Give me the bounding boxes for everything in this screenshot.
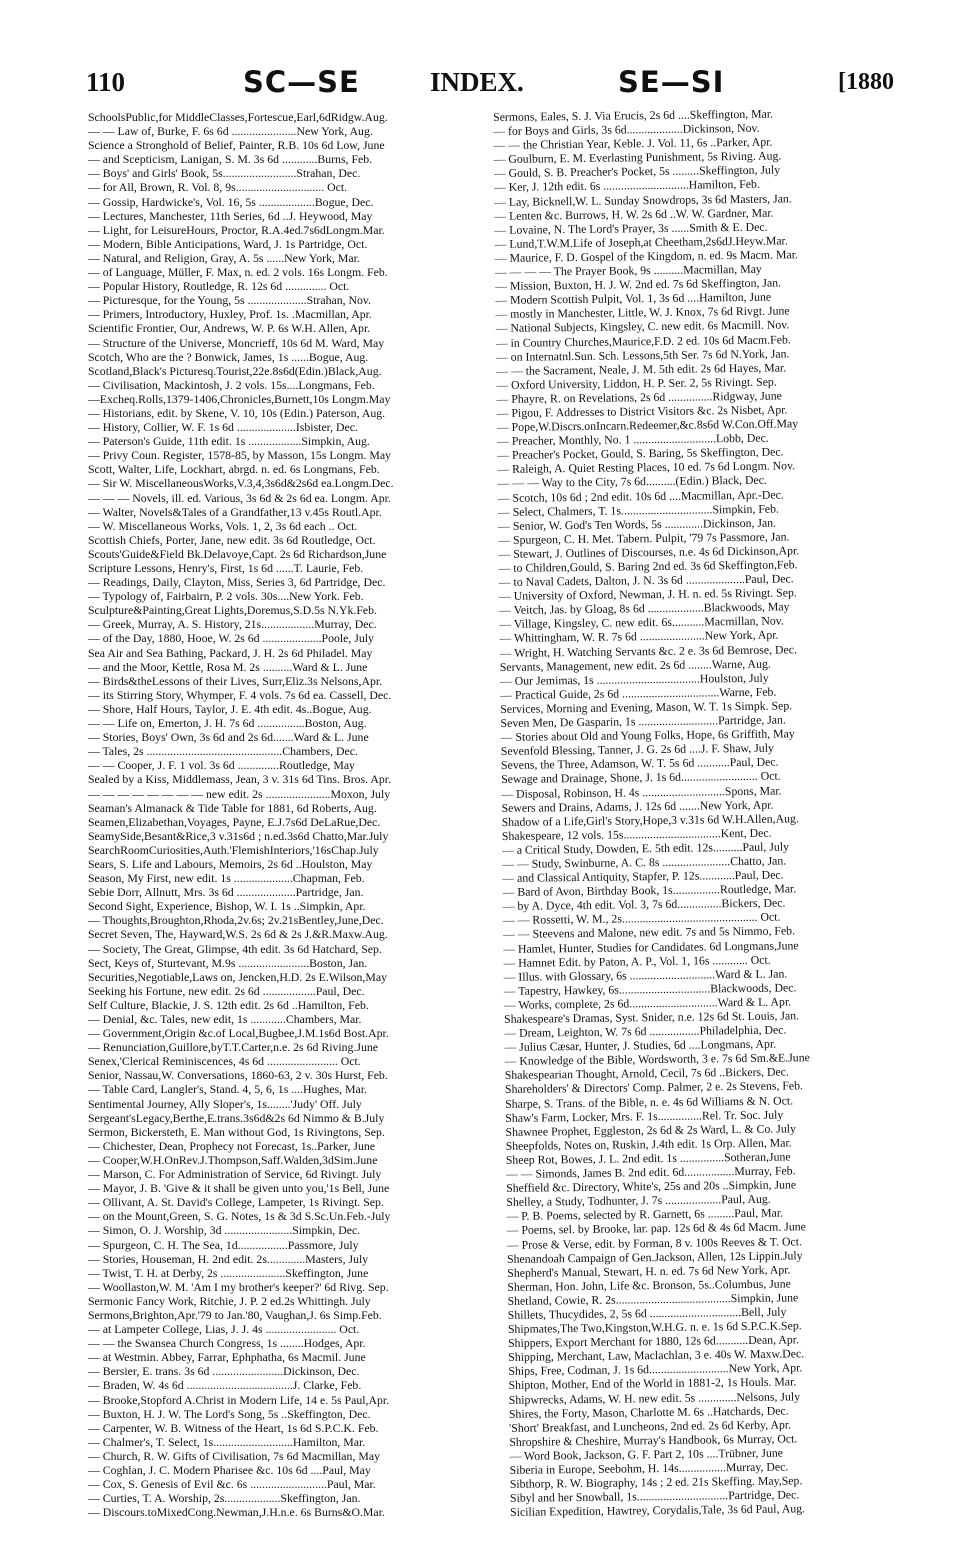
- index-entry: Shakespeare, 12 vols. 15s.................................Kent, Dec.: [501, 825, 772, 843]
- index-entry: — — Law of, Burke, F. 6s 6d ......................New York, Aug.: [88, 124, 373, 139]
- range-right: SE—SI: [618, 65, 725, 99]
- index-entry: — Paterson's Guide, 11th edit. 1s ..................Simpkin, Aug.: [88, 434, 370, 449]
- index-entry: — Hamnet Edit. by Paton, A. P., Vol. 1, 16s ............ Oct.: [503, 952, 771, 970]
- index-entry: — — the Christian Year, Keble. J. Vol. 11, 6s ..Parker, Apr.: [493, 134, 773, 153]
- index-entry: Sect, Keys of, Sturtevant, M.9s ........................Boston, Jan.: [88, 955, 368, 970]
- index-entry: — Knowledge of the Bible, Wordsworth, 3 e. 7s 6d Sm.&E.June: [504, 1050, 810, 1069]
- index-entry: Shakespearian Thought, Arnold, Cecil, 7s 6d ..Bickers, Dec.: [504, 1064, 790, 1083]
- index-entry: Scott, Walter, Life, Lockhart, abrgd. n. ed. 6s Longmans, Feb.: [88, 462, 380, 477]
- index-entry: Sharpe, S. Trans. of the Bible, n. e. 4s 6d Williams & N. Oct.: [505, 1092, 794, 1111]
- index-entry: Shaw's Farm, Locker, Mrs. F. 1s...............Rel. Tr. Soc. July: [505, 1107, 784, 1125]
- index-entry: — Disposal, Robinson, H. 4s ............................Spons, Mar.: [501, 783, 782, 801]
- index-entry: — Light, for LeisureHours, Proctor, R.A.4ed.7s6dLongm.Mar.: [88, 222, 385, 237]
- index-entry: Science a Stronghold of Belief, Painter, R.B. 10s 6d Low, June: [88, 138, 385, 153]
- index-entry: — Thoughts,Broughton,Rhoda,2v.6s; 2v.21sBentley,June,Dec.: [88, 913, 384, 928]
- index-entry: — Lay, Bicknell,W. L. Sunday Snowdrops, 3s 6d Masters, Jan.: [494, 190, 792, 209]
- index-entry: — Mission, Buxton, H. J. W. 2nd ed. 7s 6d Skeffington, Jan.: [495, 275, 782, 294]
- index-entry: — Government,Origin &c.of Local,Bugbee,J.M.1s6d Bost.Apr.: [88, 1026, 389, 1041]
- index-entry: Senex,'Clerical Reminiscences, 4s 6d ........................ Oct.: [88, 1054, 361, 1069]
- index-entry: Sheffield &c. Directory, White's, 25s and 20s ..Simpkin, June: [506, 1177, 797, 1196]
- index-entry: — for All, Brown, R. Vol. 8, 9s.............................. Oct.: [88, 180, 348, 195]
- index-entry: Season, My First, new edit. 1s ....................Chapman, Feb.: [88, 871, 365, 886]
- index-entry: Seven Men, De Gasparin, 1s ...........................Partridge, Jan.: [500, 712, 786, 730]
- index-entry: — Stories, Boys' Own, 3s 6d and 2s 6d.......Ward & L. June: [88, 730, 369, 745]
- index-entry: — Pigou, F. Addresses to District Visitors &c. 2s Nisbet, Apr.: [496, 402, 788, 420]
- index-entry: — Natural, and Religion, Gray, A. 5s ......New York, Mar.: [88, 250, 360, 265]
- index-entry: — Phayre, R. on Revelations, 2s 6d ...............Ridgway, June: [496, 388, 782, 406]
- index-entry: — on Internatnl.Sun. Sch. Lessons,5th Ser. 7s 6d N.York, Jan.: [495, 345, 790, 364]
- index-entry: — Stories, Houseman, H. 2nd edit. 2s.............Masters, July: [88, 1251, 369, 1266]
- index-entry: — and Scepticism, Lanigan, S. M. 3s 6d ............Burns, Feb.: [88, 152, 373, 167]
- index-entry: — Hamlet, Hunter, Studies for Candidates. 6d Longmans,June: [503, 937, 799, 956]
- index-entry: — Woollaston,W. M. 'Am I my brother's keeper?' 6d Rivg. Sep.: [88, 1279, 389, 1294]
- index-entry: — Birds&theLessons of their Lives, Surr,Eliz.3s Nelsons,Apr.: [88, 673, 383, 688]
- index-entry: Shipwrecks, Adams, W. H. new edit. 5s .............Nelsons, July: [508, 1388, 801, 1407]
- index-entry: — Twist, T. H. at Derby, 2s ......................Skeffington, June: [88, 1265, 369, 1280]
- index-entry: — Lovaine, N. The Lord's Prayer, 3s ......Smith & E. Dec.: [494, 219, 768, 237]
- index-entry: — Denial, &c. Tales, new edit, 1s ............Chambers, Mar.: [88, 1012, 362, 1026]
- index-entry: — Modern Scottish Pulpit, Vol. 1, 3s 6d ....Hamilton, June: [495, 289, 772, 308]
- index-entry: — Readings, Daily, Clayton, Miss, Series 3, 6d Partridge, Dec.: [88, 575, 386, 590]
- index-entry: — Raleigh, A. Quiet Resting Places, 10 ed. 7s 6d Longm. Nov.: [497, 458, 796, 477]
- index-entry: — Oxford University, Liddon, H. P. Ser. 2, 5s Rivingt. Sep.: [496, 374, 777, 392]
- index-entry: Shippers, Export Merchant for 1880, 12s 6d...........Dean, Apr.: [507, 1332, 800, 1351]
- index-entry: — Coghlan, J. C. Modern Pharisee &c. 10s 6d ....Paul, May: [88, 1463, 371, 1477]
- index-entry: Shakespeare's Dramas, Syst. Snider, n.e. 12s 6d St. Louis, Jan.: [504, 1008, 800, 1026]
- index-entry: — W. Miscellaneous Works, Vols. 1, 2, 3s 6d each .. Oct.: [88, 518, 358, 533]
- index-entry: Sculpture&Painting,Great Lights,Doremus,S.D.5s N.Yk.Feb.: [88, 603, 378, 618]
- index-entry: — Table Card, Langler's, Stand. 4, 5, 6, 1s ....Hughes, Mar.: [88, 1082, 367, 1097]
- index-entry: — Illus. with Glossary, 6s .............................Ward & L. Jan.: [503, 966, 788, 984]
- index-entry: — — — Way to the City, 7s 6d..........(Edin.) Black, Dec.: [497, 473, 767, 491]
- index-entry: Sheep Rot, Bowes, J. L. 2nd edit. 1s ...............Sotheran,June: [505, 1149, 791, 1167]
- index-entry: — for Boys and Girls, 3s 6d...................Dickinson, Nov.: [493, 120, 760, 139]
- index-entry: Scientific Frontier, Our, Andrews, W. P. 6s W.H. Allen, Apr.: [88, 321, 371, 336]
- index-entry: — Scotch, 10s 6d ; 2nd edit. 10s 6d ....Macmillan, Apr.-Dec.: [497, 487, 784, 505]
- index-entry: — — — Novels, ill. ed. Various, 3s 6d & 2s 6d ea. Longm. Apr.: [88, 490, 391, 505]
- index-entry: — Cox, S. Genesis of Evil &c. 6s ..........................Paul, Mar.: [88, 1477, 376, 1492]
- index-entry: — Renunciation,Guillore,byT.T.Carter,n.e. 2s 6d Riving.June: [88, 1040, 379, 1055]
- index-entry: — Dream, Leighton, W. 7s 6d .................Philadelphia, Dec.: [504, 1022, 787, 1041]
- index-entry: — Goulburn, E. M. Everlasting Punishment, 5s Riving. Aug.: [493, 148, 782, 167]
- index-entry: Services, Morning and Evening, Mason, W. T. 1s Simpk. Sep.: [500, 698, 793, 716]
- range-left: SC—SE: [243, 65, 360, 99]
- index-entry: — in Country Churches,Maurice,F.D. 2 ed. 10s 6d Macm.Feb.: [495, 331, 791, 350]
- index-entry: — Simon, O. J. Worship, 3d .......................Simpkin, Dec.: [88, 1223, 361, 1238]
- index-entry: Sewage and Drainage, Shone, J. 1s 6d.......................... Oct.: [501, 768, 781, 787]
- index-entry: Shelley, a Study, Todhunter, J. 7s ...................Paul, Aug.: [506, 1191, 771, 1210]
- index-entry: — Our Jemimas, 1s ...................................Houlston, July: [499, 670, 769, 688]
- index-entry: — Sir W. MiscellaneousWorks,V.3,4,3s6d&2s6d ea.Longm.Dec.: [88, 476, 394, 491]
- index-entry: — its Stirring Story, Whymper, F. 4 vols. 7s 6d ea. Cassell, Dec.: [88, 687, 392, 702]
- index-entry: — — Rossetti, W. M., 2s.............................................. Oct.: [502, 909, 781, 928]
- index-entry: Scripture Lessons, Henry's, First, 1s 6d ......T. Laurie, Feb.: [88, 561, 364, 575]
- page-number: 110: [86, 67, 126, 97]
- index-entry: Sicilian Expedition, Hawtrey, Corydalis,Tale, 3s 6d Paul, Aug.: [510, 1501, 806, 1520]
- index-entry: — — — — The Prayer Book, 9s ..........Macmillan, May: [494, 261, 762, 280]
- index-entry: — Whittingham, W. R. 7s 6d ......................New York, Apr.: [499, 628, 779, 646]
- index-entry: — on the Mount,Green, S. G. Notes, 1s & 3d S.Sc.Un.Feb.-July: [88, 1209, 391, 1224]
- year: [1880: [838, 69, 894, 95]
- index-entry: — — Life on, Emerton, J. H. 7s 6d ................Boston, Aug.: [88, 716, 367, 731]
- index-entry: Shipton, Mother, End of the World in 1881-2, 1s Houls. Mar.: [508, 1374, 797, 1393]
- index-entry: — Maurice, F. D. Gospel of the Kingdom, n. ed. 9s Macm. Mar.: [494, 247, 798, 265]
- index-entry: Scouts'Guide&Field Bk.Delavoye,Capt. 2s 6d Richardson,June: [88, 546, 387, 561]
- index-entry: Sermonic Fancy Work, Ritchie, J. P. 2 ed.2s Whittingh. July: [88, 1293, 371, 1308]
- index-entry: — Marson, C. For Administration of Service, 6d Rivingt. July: [88, 1167, 382, 1182]
- index-entry: — Curties, T. A. Worship, 2s...................Skeffington, Jan.: [88, 1491, 361, 1506]
- index-entry: Sebie Dorr, Allnutt, Mrs. 3s 6d ....................Partridge, Jan.: [88, 885, 364, 900]
- index-entry: Sealed by a Kiss, Middlemass, Jean, 3 v. 31s 6d Tins. Bros. Apr.: [88, 772, 392, 787]
- index-entry: Shetland, Cowie, R. 2s.......................................Simpkin, June: [507, 1290, 799, 1308]
- index-entry: — Picturesque, for the Young, 5s ....................Strahan, Nov.: [88, 293, 371, 308]
- index-entry: — Society, The Great, Glimpse, 4th edit. 3s 6d Hatchard, Sep.: [88, 941, 382, 956]
- index-entry: Senior, Nassau,W. Conversations, 1860-63, 2 v. 30s Hurst, Feb.: [88, 1068, 388, 1083]
- index-entry: Servants, Management, new edit. 2s 6d ........Warne, Aug.: [499, 656, 771, 674]
- index-entry: — — the Sacrament, Neale, J. M. 5th edit. 2s 6d Hayes, Mar.: [496, 360, 787, 378]
- index-entry: Securities,Negotiable,Laws on, Jencken,H.D. 2s E.Wilson,May: [88, 969, 387, 984]
- index-entry: Sibthorp, R. W. Biography, 14s ; 2 ed. 21s Skeffing. May,Sep.: [509, 1473, 803, 1491]
- page-header: [0, 62, 957, 102]
- index-entry: — — Cooper, J. F. 1 vol. 3s 6d ..............Routledge, May: [88, 758, 355, 773]
- index-entry: — Shore, Half Hours, Taylor, J. E. 4th edit. 4s..Bogue, Aug.: [88, 701, 372, 716]
- index-entry: Sermons,Brighton,Apr.'79 to Jan.'80, Vaughan,J. 6s Simp.Feb.: [88, 1307, 382, 1322]
- index-entry: Shipmates,The Two,Kingston,W.H.G. n. e. 1s 6d S.P.C.K.Sep.: [507, 1318, 802, 1336]
- index-entry: — at Westmin. Abbey, Farrar, Ephphatha, 6s Macmil. June: [88, 1350, 366, 1365]
- index-entry: — Gould, S. B. Preacher's Pocket, 5s .........Skeffington, July: [493, 162, 781, 181]
- index-entry: — Church, R. W. Gifts of Civilisation, 7s 6d Macmillan, May: [88, 1448, 380, 1463]
- index-entry: — Stories about Old and Young Folks, Hope, 6s Griffith, May: [500, 726, 795, 745]
- index-entry: Sentimental Journey, Ally Sloper's, 1s........'Judy' Off. July: [88, 1096, 362, 1111]
- index-entry: — and the Moor, Kettle, Rosa M. 2s ..........Ward & L. June: [88, 659, 368, 674]
- index-entry: Shareholders' & Directors' Comp. Palmer, 2 e. 2s Stevens, Feb.: [504, 1078, 804, 1097]
- index-entry: — Walter, Novels&Tales of a Grandfather,13 v.45s Routl.Apr.: [88, 504, 382, 519]
- index-entry: — Spurgeon, C. H. Met. Tabern. Pulpit, '79 7s Passmore, Jan.: [498, 529, 790, 547]
- index-entry: — Bersier, E. trans. 3s 6d ........................Dickinson, Dec.: [88, 1364, 360, 1379]
- index-entry: — — Steevens and Malone, new edit. 7s and 5s Nimmo, Feb.: [502, 923, 796, 942]
- index-entry: Shipping, Merchant, Law, Maclachlan, 3 e. 40s W. Maxw.Dec.: [508, 1346, 805, 1365]
- index-entry: Sears, S. Life and Labours, Memoirs, 2s 6d ..Houlston, May: [88, 856, 373, 871]
- index-entry: — Word Book, Jackson, G. F. Part 2, 10s ....Trübner, June: [509, 1445, 784, 1463]
- index-entry: — Chalmer's, T. Select, 1s...........................Hamilton, Mar.: [88, 1434, 366, 1449]
- index-entry: Scotch, Who are the ? Bonwick, James, 1s ......Bogue, Aug.: [88, 349, 369, 364]
- index-entry: — P. B. Poems, selected by R. Garnett, 6s .........Paul, Mar.: [506, 1205, 784, 1224]
- index-entry: — National Subjects, Kingsley, C. new edit. 6s Macmill. Nov.: [495, 317, 790, 336]
- index-entry: — Chichester, Dean, Prophecy not Forecast, 1s..Parker, June: [88, 1138, 376, 1153]
- index-entry: — Works, complete, 2s 6d..............................Ward & L. Apr.: [503, 994, 792, 1012]
- index-entry: Second Sight, Experience, Bishop, W. I. 1s ..Simpkin, Apr.: [88, 899, 366, 914]
- index-entry: — Greek, Murray, A. S. History, 21s..................Murray, Dec.: [88, 617, 377, 632]
- index-entry: — Brooke,Stopford A.Christ in Modern Life, 14 e. 5s Paul,Apr.: [88, 1392, 390, 1407]
- index-entry: Ships, Free, Codman, J. 1s 6d...........................New York, Apr.: [508, 1360, 803, 1379]
- index-entry: SchoolsPublic,for MiddleClasses,Fortescue,Earl,6dRidgw.Aug.: [88, 110, 388, 124]
- index-entry: Sevens, the Three, Adamson, W. T. 5s 6d ...........Paul, Dec.: [500, 754, 779, 773]
- index-entry: SearchRoomCuriosities,Auth.'FlemishInteriors,'16sChap.July: [88, 842, 379, 857]
- index-entry: — Lectures, Manchester, 11th Series, 6d ..J. Heywood, May: [88, 208, 373, 223]
- index-entry: — Preacher, Monthly, No. 1 ............................Lobb, Dec.: [496, 430, 769, 449]
- index-entry: Seamen,Elizabethan,Voyages, Payne, E.J.7s6d DeLaRue,Dec.: [88, 814, 381, 829]
- index-entry: — to Children,Gould, S. Baring 2nd ed. 3s 6d Skeffington,Feb.: [498, 557, 798, 575]
- index-entry: — Historians, edit. by Skene, V. 10, 10s (Edin.) Paterson, Aug.: [88, 405, 386, 420]
- index-entry: Sheepfolds, Notes on, Ruskin, J.4th edit. 1s Orp. Allen, Mar.: [505, 1135, 792, 1153]
- index-entry: — mostly in Manchester, Little, W. J. Knox, 7s 6d Rivgt. June: [495, 303, 790, 322]
- left-column: [88, 110, 488, 1519]
- index-entry: — Civilisation, Mackintosh, J. 2 vols. 15s....Longmans, Feb.: [88, 377, 375, 392]
- index-entry: — Spurgeon, C. H. The Sea, 1d.................Passmore, July: [88, 1237, 359, 1252]
- index-entry: — by A. Dyce, 4th edit. Vol. 3, 7s 6d...............Bickers, Dec.: [502, 895, 786, 914]
- index-entry: Scottish Chiefs, Porter, Jane, new edit. 3s 6d Routledge, Oct.: [88, 532, 376, 547]
- index-entry: — Veitch, Jas. by Gloag, 8s 6d ...................Blackwoods, May: [499, 599, 790, 618]
- index-entry: Shawnee Prophet, Eggleston, 2s 6d & 2s Ward, L. & Co. July: [505, 1121, 797, 1139]
- index-entry: — Preacher's Pocket, Gould, S. Baring, 5s Skeffington, Dec.: [497, 444, 784, 463]
- index-entry: Shepherd's Manual, Stewart, H. n. ed. 7s 6d New York, Apr.: [507, 1262, 791, 1280]
- index-entry: SeamySide,Besant&Rice,3 v.31s6d ; n.ed.3s6d Chatto,Mar.July: [88, 828, 389, 843]
- index-entry: Shires, the Forty, Mason, Charlotte M. 6s ..Hatchards, Dec.: [508, 1403, 789, 1421]
- index-entry: — to Naval Cadets, Dalton, J. N. 3s 6d ....................Paul, Dec.: [498, 571, 794, 590]
- index-entry: — Pope,W.Discrs.onIncarn.Redeemer,&c.8s6d W.Con.Off.May: [496, 416, 799, 435]
- index-entry: Sibyl and her Snowball, 1s...............................Partridge, Dec.: [509, 1487, 800, 1506]
- index-entry: — a Critical Study, Dowden, E. 5th edit. 12s..........Paul, July: [501, 839, 790, 857]
- index-entry: — Select, Chalmers, T. 1s...............................Simpkin, Feb.: [497, 501, 780, 519]
- index-entry: — Mayor, J. B. 'Give & it shall be given unto you,'1s Bell, June: [88, 1181, 390, 1196]
- index-entry: — Poems, sel. by Brooke, lar. pap. 12s 6d & 4s 6d Macm. June: [506, 1219, 806, 1238]
- index-entry: Self Culture, Blackie, J. S. 12th edit. 2s 6d ..Hamilton, Feb.: [88, 997, 369, 1012]
- index-entry: Sermon, Bickersteth, E. Man without God, 1s Rivingtons, Sep.: [88, 1124, 385, 1139]
- index-entry: Sermons, Eales, S. J. Via Erucis, 2s 6d ....Skeffington, Mar.: [493, 106, 774, 124]
- index-entry: Seeking his Fortune, new edit. 2s 6d ..................Paul, Dec.: [88, 983, 365, 998]
- index-entry: — University of Oxford, Newman, J. H. n. ed. 5s Rivingt. Sep.: [498, 585, 797, 604]
- index-entry: Siberia in Europe, Seebohm, H. 14s................Murray, Dec.: [509, 1459, 789, 1477]
- index-entry: — at Lampeter College, Lias, J. J. 4s ........................ Oct.: [88, 1322, 360, 1337]
- index-entry: — History, Collier, W. F. 1s 6d ....................Isbister, Dec.: [88, 420, 358, 435]
- index-entry: — Braden, W. 4s 6d ....................................J. Clarke, Feb.: [88, 1378, 362, 1393]
- index-entry: — Tapestry, Hawkey, 6s...............................Blackwoods, Dec.: [503, 980, 797, 998]
- index-entry: — Boys' and Girls' Book, 5s.........................Strahan, Dec.: [88, 166, 361, 181]
- index-entry: — Bard of Avon, Birthday Book, 1s................Routledge, Mar.: [502, 881, 797, 900]
- page-title: INDEX.: [430, 67, 524, 97]
- index-entry: — Senior, W. God's Ten Words, 5s .............Dickinson, Jan.: [497, 515, 777, 533]
- index-entry: — Stewart, J. Outlines of Discourses, n.e. 4s 6d Dickinson,Apr.: [498, 543, 800, 561]
- index-entry: 'Short' Breakfast, and Luncheons, 2nd ed. 2s 6d Kerby, Apr.: [509, 1417, 792, 1435]
- index-entry: Sergeant'sLegacy,Berthe,E.trans.3s6d&2s 6d Nimmo & B.July: [88, 1110, 385, 1125]
- index-entry: — Practical Guide, 2s 6d .................................Warne, Feb.: [500, 684, 777, 702]
- index-entry: — Wright, H. Watching Servants &c. 2 e. 3s 6d Bemrose, Dec.: [499, 641, 797, 660]
- index-entry: — Typology of, Fairbairn, P. 2 vols. 30s....New York. Feb.: [88, 589, 364, 604]
- index-entry: Seaman's Almanack & Tide Table for 1881, 6d Roberts, Aug.: [88, 800, 377, 815]
- index-entry: — — Simonds, James B. 2nd edit. 6d.................Murray, Feb.: [505, 1163, 796, 1181]
- index-entry: Sherman, Hon. John, Life &c. Bronson, 5s..Columbus, June: [507, 1276, 791, 1294]
- index-entry: — Tales, 2s ..............................................Chambers, Dec.: [88, 744, 358, 759]
- index-entry: — of the Day, 1880, Hooe, W. 2s 6d ....................Poole, July: [88, 631, 374, 646]
- index-entry: — Structure of the Universe, Moncrieff, 10s 6d M. Ward, May: [88, 335, 385, 350]
- index-entry: — Prose & Verse, edit. by Forman, 8 v. 100s Reeves & T. Oct.: [506, 1233, 803, 1252]
- index-entry: — Carpenter, W. B. Witness of the Heart, 1s 6d S.P.C.K. Feb.: [88, 1420, 379, 1435]
- index-entry: —Excheq.Rolls,1379-1406,Chronicles,Burnett,10s Longm.May: [88, 391, 391, 406]
- index-entry: Shillets, Thucydides, 2, 5s 6d ...............................Bell, July: [507, 1304, 787, 1322]
- index-entry: — of Language, Müller, F. Max, n. ed. 2 vols. 16s Longm. Feb.: [88, 265, 388, 280]
- index-entry: — Buxton, H. J. W. The Lord's Song, 5s ..Skeffington, Dec.: [88, 1406, 371, 1421]
- index-entry: — Modern, Bible Anticipations, Ward, J. 1s Partridge, Oct.: [88, 236, 368, 251]
- index-entry: Sea Air and Sea Bathing, Packard, J. H. 2s 6d Philadel. May: [88, 645, 373, 660]
- index-entry: — Privy Coun. Register, 1578-85, by Masson, 15s Longm. May: [88, 448, 391, 463]
- index-entry: Shadow of a Life,Girl's Story,Hope,3 v.31s 6d W.H.Allen,Aug.: [501, 811, 799, 829]
- index-entry: — Popular History, Routledge, R. 12s 6d .............. Oct.: [88, 279, 350, 294]
- index-entry: Shenandoah Campaign of Gen.Jackson, Allen, 12s Lippin.July: [506, 1247, 803, 1266]
- index-entry: — Gossip, Hardwicke's, Vol. 16, 5s ...................Bogue, Dec.: [88, 194, 374, 209]
- index-entry: — Lenten &c. Burrows, H. W. 2s 6d ..W. W. Gardner, Mar.: [494, 205, 774, 223]
- index-entry: — — the Swansea Church Congress, 1s ........Hodges, Apr.: [88, 1336, 366, 1351]
- index-entry: — Discours.toMixedCong.Newman,J.H.n.e. 6s Burns&O.Mar.: [88, 1505, 385, 1520]
- index-entry: — Ollivant, A. St. David's College, Lampeter, 1s Rivingt. Sep.: [88, 1195, 384, 1210]
- index-entry: — and Classical Antiquity, Stapfer, P. 12s............Paul, Dec.: [502, 867, 784, 886]
- index-entry: — Lund,T.W.M.Life of Joseph,at Cheetham,2s6dJ.Heyw.Mar.: [494, 233, 788, 251]
- index-entry: Sevenfold Blessing, Tanner, J. G. 2s 6d ....J. F. Shaw, July: [500, 740, 774, 759]
- index-entry: — — — — — — — — new edit. 2s ......................Moxon, July: [88, 786, 391, 801]
- index-entry: — Village, Kingsley, C. new edit. 6s...........Macmillan, Nov.: [499, 613, 784, 632]
- index-entry: — Primers, Introductory, Huxley, Prof. 1s. .Macmillan, Apr.: [88, 307, 372, 322]
- right-column: [493, 105, 892, 1519]
- index-entry: — — Study, Swinburne, A. C. 8s .......................Chatto, Jan.: [502, 853, 787, 871]
- index-entry: Secret Seven, The, Hayward,W.S. 2s 6d & 2s J.&R.Maxw.Aug.: [88, 927, 388, 942]
- index-entry: — Ker, J. 12th edit. 6s .............................Hamilton, Feb.: [493, 177, 760, 195]
- index-entry: — Julius Cæsar, Hunter, J. Studies, 6d ....Longmans, Apr.: [504, 1036, 777, 1055]
- index-entry: Sewers and Drains, Adams, J. 12s 6d .......New York, Apr.: [501, 797, 774, 815]
- index-entry: Shropshire & Cheshire, Murray's Handbook, 6s Murray, Oct.: [509, 1431, 798, 1449]
- index-entry: Scotland,Black's Picturesq.Tourist,22e.8s6d(Edin.)Black,Aug.: [88, 363, 382, 378]
- index-entry: — Cooper,W.H.OnRev.J.Thompson,Saff.Walden,3dSim.June: [88, 1152, 378, 1167]
